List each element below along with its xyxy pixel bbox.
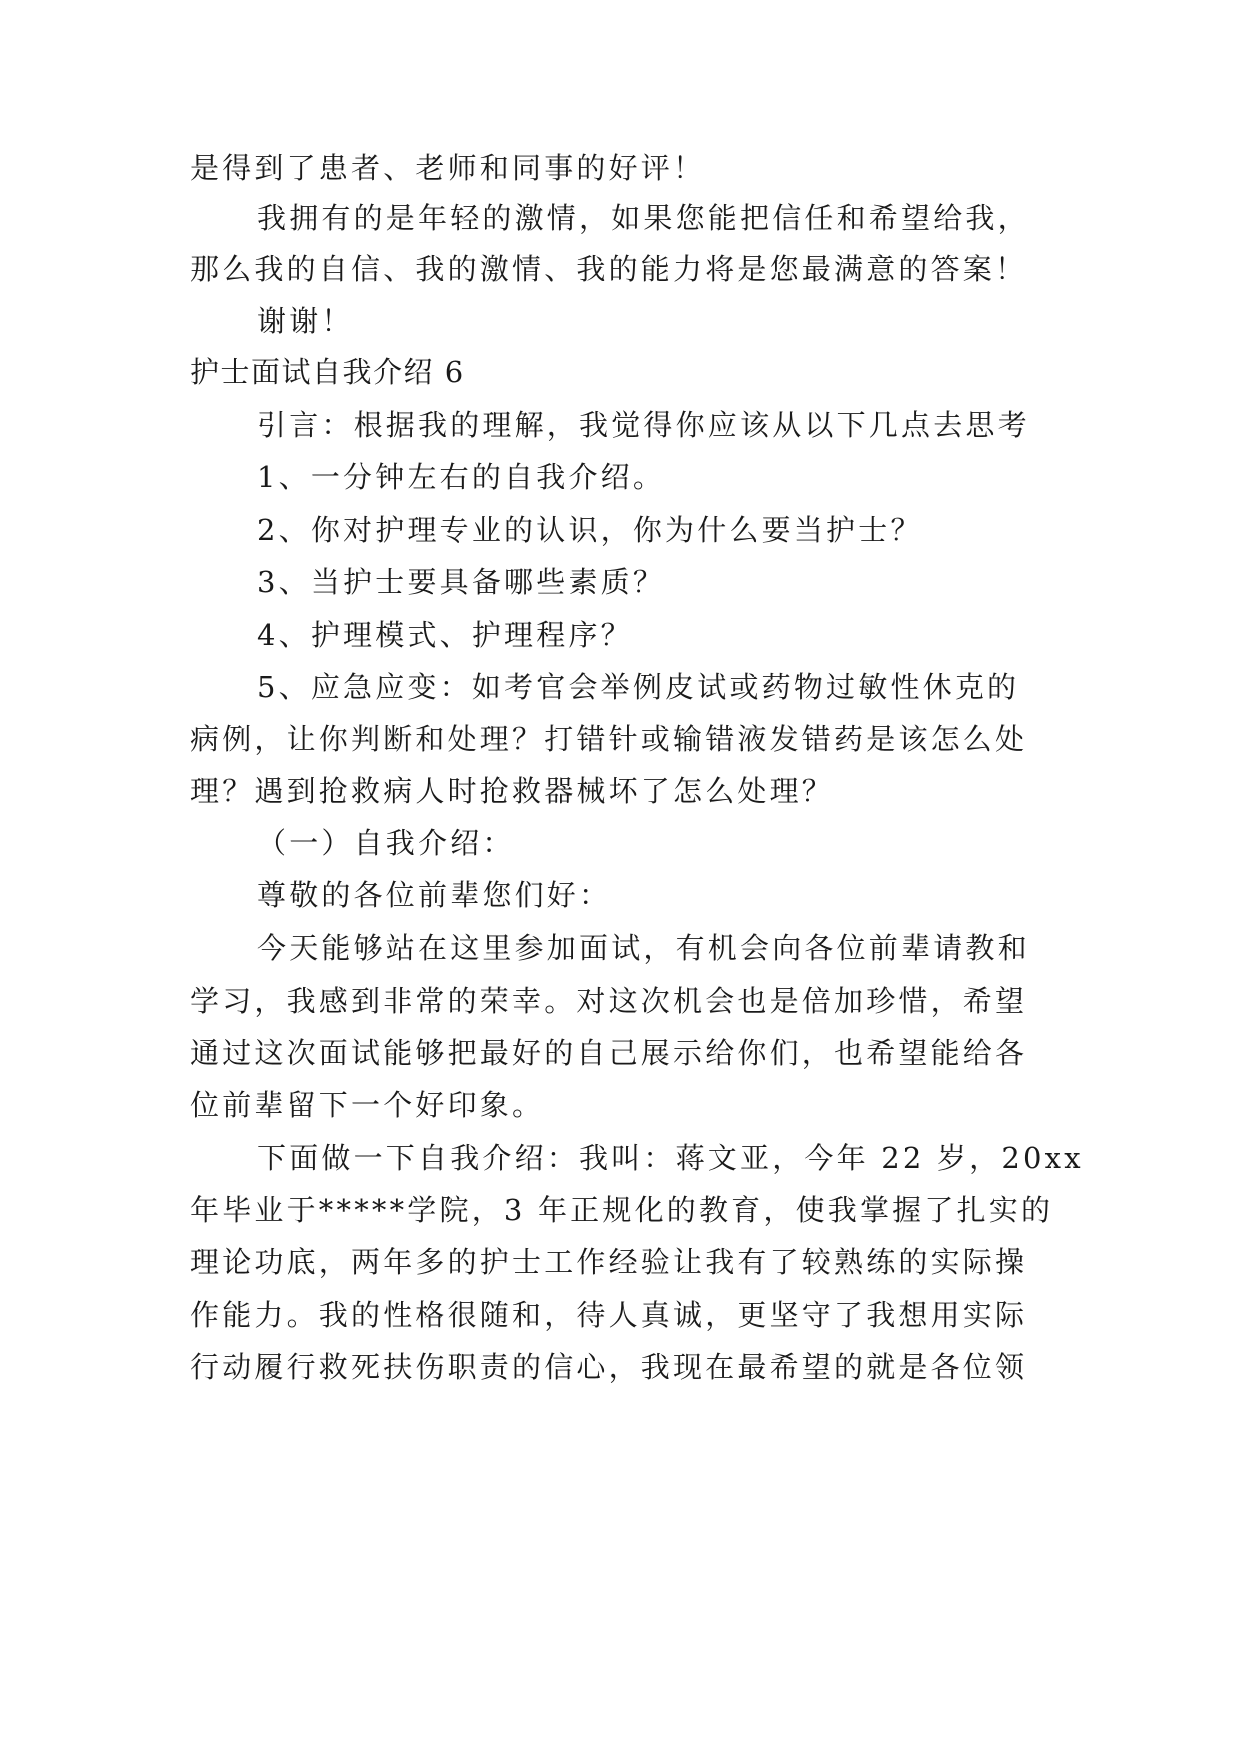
paragraph-line: 理论功底，两年多的护士工作经验让我有了较熟练的实际操 (190, 1245, 1028, 1279)
paragraph-line: 下面做一下自我介绍：我叫：蒋文亚，今年 22 岁，20xx (257, 1141, 1084, 1175)
paragraph-line: 谢谢！ (257, 304, 354, 338)
paragraph-line: 作能力。我的性格很随和，待人真诚，更坚守了我想用实际 (190, 1298, 1028, 1332)
list-item: 3、当护士要具备哪些素质？ (257, 565, 666, 599)
paragraph-line: 病例，让你判断和处理？打错针或输错液发错药是该怎么处 (190, 722, 1028, 756)
paragraph-line: 行动履行救死扶伤职责的信心，我现在最希望的就是各位领 (190, 1350, 1028, 1384)
paragraph-line: 尊敬的各位前辈您们好： (257, 878, 612, 912)
list-item: 5、应急应变：如考官会举例皮试或药物过敏性休克的 (257, 670, 1020, 704)
subsection-heading: （一）自我介绍： (257, 826, 515, 860)
paragraph-line: 是得到了患者、老师和同事的好评！ (190, 151, 706, 185)
paragraph-line: 通过这次面试能够把最好的自己展示给你们，也希望能给各 (190, 1036, 1028, 1070)
paragraph-line: 那么我的自信、我的激情、我的能力将是您最满意的答案！ (190, 252, 1028, 286)
paragraph-line: 年毕业于*****学院，3 年正规化的教育，使我掌握了扎实的 (190, 1193, 1054, 1227)
list-item: 1、一分钟左右的自我介绍。 (257, 460, 666, 494)
paragraph-line: 理？遇到抢救病人时抢救器械坏了怎么处理？ (190, 774, 835, 808)
paragraph-line: 今天能够站在这里参加面试，有机会向各位前辈请教和 (257, 931, 1030, 965)
paragraph-line: 位前辈留下一个好印象。 (190, 1088, 545, 1122)
section-heading: 护士面试自我介绍 6 (190, 355, 465, 389)
paragraph-line: 学习，我感到非常的荣幸。对这次机会也是倍加珍惜，希望 (190, 984, 1028, 1018)
list-item: 2、你对护理专业的认识，你为什么要当护士？ (257, 513, 923, 547)
paragraph-line: 我拥有的是年轻的激情，如果您能把信任和希望给我， (257, 201, 1030, 235)
paragraph-line: 引言：根据我的理解，我觉得你应该从以下几点去思考 (257, 408, 1030, 442)
list-item: 4、护理模式、护理程序？ (257, 618, 633, 652)
